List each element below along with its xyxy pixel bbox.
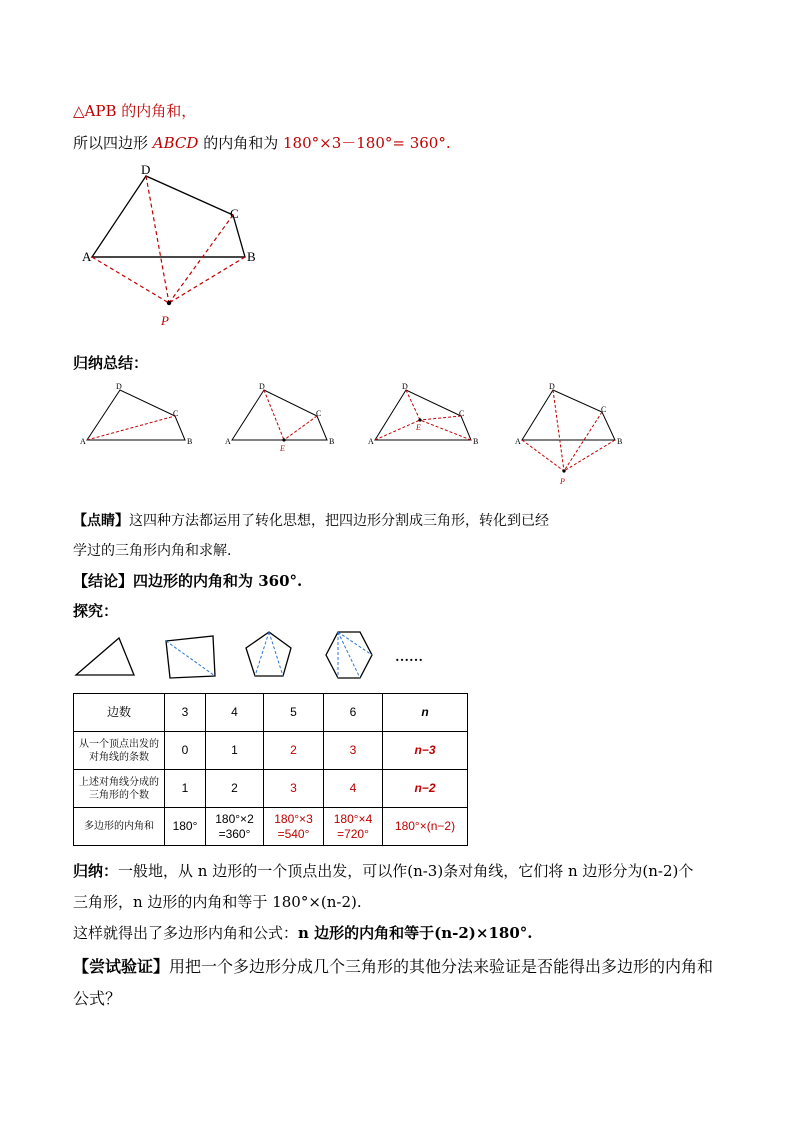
fig2-outline (232, 390, 327, 440)
pentagon-diagonal-1 (269, 632, 283, 676)
fig2-point-e (282, 438, 285, 441)
summary-fig-3 (368, 382, 478, 446)
quad-outline (92, 176, 245, 257)
quad-diagonal (166, 641, 215, 676)
verify-text-1: 用把一个多边形分成几个三角形的其他分法来验证是否能得出多边形的内角和 (169, 957, 714, 976)
table-row (74, 732, 468, 770)
verify-tag: 【尝试验证】 (73, 957, 170, 976)
table-header-cell: 6 (324, 694, 383, 732)
table-cell: 1 (206, 732, 264, 770)
summary-heading: 归纳总结： (73, 354, 149, 372)
table-cell: 180°×3 =540° (264, 808, 324, 846)
fig4-label-p: P (560, 477, 565, 486)
induction-line-1 (73, 860, 693, 881)
conclusion-text: 四边形的内角和为 360°. (133, 572, 303, 590)
summary-fig-2 (225, 382, 334, 453)
table-cell: n−3 (383, 732, 468, 770)
induction-line-2: 三角形，n 边形的内角和等于 180°×(n-2). (73, 893, 362, 911)
fig4-label-b: B (617, 437, 623, 446)
fig3-point-e (418, 418, 421, 421)
summary-fig-1 (80, 382, 192, 446)
quad-name: ABCD (152, 134, 199, 152)
fig2-dash-de (264, 390, 284, 440)
label-c: C (230, 206, 239, 221)
apb-text: △APB 的内角和， (73, 102, 197, 120)
fig4-label-a: A (515, 437, 521, 446)
table-cell: 180° (165, 808, 206, 846)
formula-statement: n 边形的内角和等于(n-2)×180°. (298, 924, 533, 942)
pentagon-shape (246, 632, 291, 676)
explore-heading: 探究： (73, 602, 119, 620)
table-header-row (74, 694, 468, 732)
fig3-outline (375, 390, 471, 440)
tip-line-1 (73, 510, 549, 530)
fig4-dash-cp (564, 412, 602, 471)
table-cell: 3 (324, 732, 383, 770)
tip-tag: 【点睛】 (73, 513, 129, 529)
fig2-dash-ce (284, 416, 317, 440)
induction-tag: 归纳： (73, 862, 119, 880)
fig1-outline (87, 390, 185, 440)
fig1-label-d: D (116, 382, 122, 391)
fig4-dash-dp (553, 390, 564, 471)
table-cell: 180°×2 =360° (206, 808, 264, 846)
tip-line-2: 学过的三角形内角和求解. (73, 543, 232, 559)
quad-sum-line (73, 132, 451, 153)
polygon-row (73, 628, 433, 686)
fig2-label-c: C (316, 409, 322, 418)
summary-figures (75, 378, 635, 490)
apb-line (73, 100, 196, 121)
fig4-dash-bp (564, 440, 615, 471)
label-a: A (82, 249, 92, 264)
fig4-label-d: D (549, 382, 555, 391)
table-header-cell: 5 (264, 694, 324, 732)
fig3-dash-de (406, 390, 420, 420)
table-header-cell: 4 (206, 694, 264, 732)
triangle-shape (76, 638, 134, 675)
fig4-dash-ap (522, 440, 564, 471)
dash-ap (92, 257, 169, 303)
induction-text-1: 一般地，从 n 边形的一个顶点出发，可以作(n-3)条对角线，它们将 n 边形分为(n-2)个 (118, 862, 694, 880)
fig1-label-a: A (80, 437, 86, 446)
fig4-outline (522, 390, 615, 440)
fig2-label-d: D (259, 382, 265, 391)
fig3-label-c: C (459, 409, 465, 418)
fig3-label-e: E (416, 423, 421, 432)
pentagon-diagonal-2 (255, 632, 269, 676)
polygon-table (73, 693, 468, 846)
dash-bp (169, 257, 245, 303)
label-b: B (247, 249, 256, 264)
table-cell: 0 (165, 732, 206, 770)
table-cell: 2 (206, 770, 264, 808)
quad-formula: 180°×3－180°= 360°. (283, 134, 451, 152)
fig3-dash-be (420, 420, 471, 440)
table-cell: 180°×(n−2) (383, 808, 468, 846)
table-cell: 3 (264, 770, 324, 808)
table-row-label: 从一个顶点出发的对角线的条数 (74, 732, 165, 770)
fig2-label-b: B (329, 437, 335, 446)
verify-line-2: 公式？ (73, 989, 122, 1008)
table-header-cell: 边数 (74, 694, 165, 732)
fig1-label-b: B (187, 437, 193, 446)
table-cell: 2 (264, 732, 324, 770)
induction-line-3 (73, 922, 533, 943)
fig2-label-e: E (280, 444, 285, 453)
quadrilateral-shape (166, 636, 215, 678)
fig3-label-a: A (368, 437, 374, 446)
verify-line-1 (73, 954, 713, 977)
fig3-label-d: D (402, 382, 408, 391)
table-row-label: 多边形的内角和 (74, 808, 165, 846)
fig3-dash-ce (420, 416, 461, 420)
dash-dp (146, 176, 169, 303)
quad-mid: 的内角和为 (203, 134, 279, 152)
fig2-label-a: A (225, 437, 231, 446)
table-header-cell: n (383, 694, 468, 732)
dash-cp (169, 215, 233, 303)
table-row (74, 770, 468, 808)
table-cell: 1 (165, 770, 206, 808)
table-cell: 4 (324, 770, 383, 808)
table-cell: n−2 (383, 770, 468, 808)
tip-text-1: 这四种方法都运用了转化思想，把四边形分割成三角形，转化到已经 (129, 513, 549, 529)
fig1-label-c: C (173, 409, 179, 418)
ellipsis: …… (395, 650, 423, 665)
table-row (74, 808, 468, 846)
conclusion-line (73, 570, 302, 591)
table-row-label: 上述对角线分成的三角形的个数 (74, 770, 165, 808)
fig3-label-b: B (473, 437, 479, 446)
conclusion-tag: 【结论】 (73, 572, 134, 590)
point-p (167, 301, 171, 305)
main-quadrilateral-figure (80, 160, 280, 335)
table-cell: 180°×4 =720° (324, 808, 383, 846)
fig4-label-c: C (601, 405, 607, 414)
summary-fig-4 (515, 382, 622, 486)
table-header-cell: 3 (165, 694, 206, 732)
label-p: P (161, 313, 169, 328)
label-d: D (141, 162, 151, 177)
quad-prefix: 所以四边形 (73, 134, 149, 152)
fig4-point-p (562, 469, 565, 472)
induction-prefix: 这样就得出了多边形内角和公式： (73, 924, 299, 942)
